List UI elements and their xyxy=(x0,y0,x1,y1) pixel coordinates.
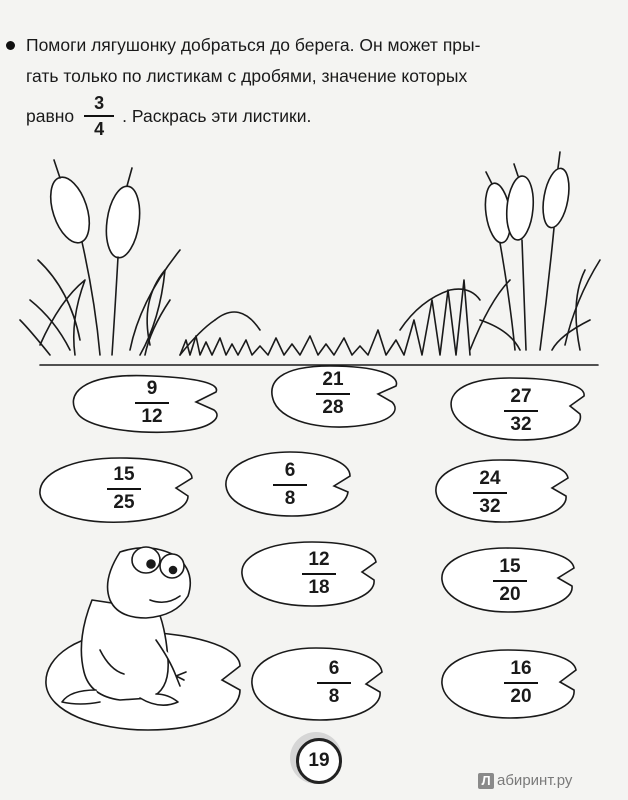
leaf-numerator: 15 xyxy=(113,464,135,485)
leaf-denominator: 32 xyxy=(510,414,532,435)
leaf-numerator: 24 xyxy=(479,468,501,489)
leaf-denominator: 28 xyxy=(322,397,344,418)
leaf-fraction-5[interactable] xyxy=(273,460,307,510)
grass-tufts xyxy=(180,280,470,355)
leaf-numerator: 16 xyxy=(510,658,532,679)
leaf-fraction-1[interactable] xyxy=(135,378,169,428)
fraction-bar xyxy=(493,580,527,582)
leaf-fraction-9[interactable] xyxy=(317,658,351,708)
right-cattails xyxy=(470,152,600,350)
fraction-bar xyxy=(316,393,350,395)
leaf-fraction-4[interactable] xyxy=(107,464,141,514)
leaf-fraction-6[interactable] xyxy=(473,468,507,518)
leaf-numerator: 27 xyxy=(510,386,532,407)
fraction-bar xyxy=(273,484,307,486)
fraction-bar xyxy=(135,402,169,404)
leaf-numerator: 6 xyxy=(328,658,340,679)
fraction-bar xyxy=(317,682,351,684)
leaf-denominator: 20 xyxy=(510,686,532,707)
leaf-numerator: 15 xyxy=(499,556,521,577)
target-denominator: 4 xyxy=(94,119,105,139)
target-numerator: 3 xyxy=(94,93,105,113)
left-cattails xyxy=(20,160,215,355)
labirint-logo-icon: Л xyxy=(478,773,494,789)
watermark xyxy=(478,772,572,789)
leaf-fraction-10[interactable] xyxy=(504,658,538,708)
leaf-fraction-2[interactable] xyxy=(316,369,350,419)
leaf-numerator: 6 xyxy=(284,460,296,481)
leaf-denominator: 12 xyxy=(141,406,163,427)
leaf-numerator: 12 xyxy=(308,549,330,570)
fraction-bar xyxy=(473,492,507,494)
leaf-fraction-7[interactable] xyxy=(302,549,336,599)
leaf-denominator: 20 xyxy=(499,584,521,605)
leaf-denominator: 8 xyxy=(284,488,296,509)
fraction-bar xyxy=(504,682,538,684)
instruction-color-text: . Раскрась эти листики. xyxy=(122,105,312,126)
fraction-bar xyxy=(504,410,538,412)
instruction-equals-text: равно xyxy=(26,105,75,126)
leaf-denominator: 18 xyxy=(308,577,330,598)
leaf-fraction-3[interactable] xyxy=(504,386,538,436)
leaf-denominator: 8 xyxy=(328,686,340,707)
page-number: 19 xyxy=(296,738,342,784)
leaf-denominator: 32 xyxy=(479,496,501,517)
leaf-numerator: 9 xyxy=(146,378,158,399)
instruction-line-1: Помоги лягушонку добраться до берега. Он может пры- xyxy=(26,35,481,55)
leaf-numerator: 21 xyxy=(322,369,344,390)
leaf-fraction-8[interactable] xyxy=(493,556,527,606)
fraction-bar xyxy=(107,488,141,490)
fraction-bar xyxy=(302,573,336,575)
instruction-line-2: гать только по листикам с дробями, значение которых xyxy=(26,66,468,86)
leaf-denominator: 25 xyxy=(113,492,135,513)
watermark-text: абиринт.ру xyxy=(497,772,573,789)
shrub xyxy=(215,312,260,330)
